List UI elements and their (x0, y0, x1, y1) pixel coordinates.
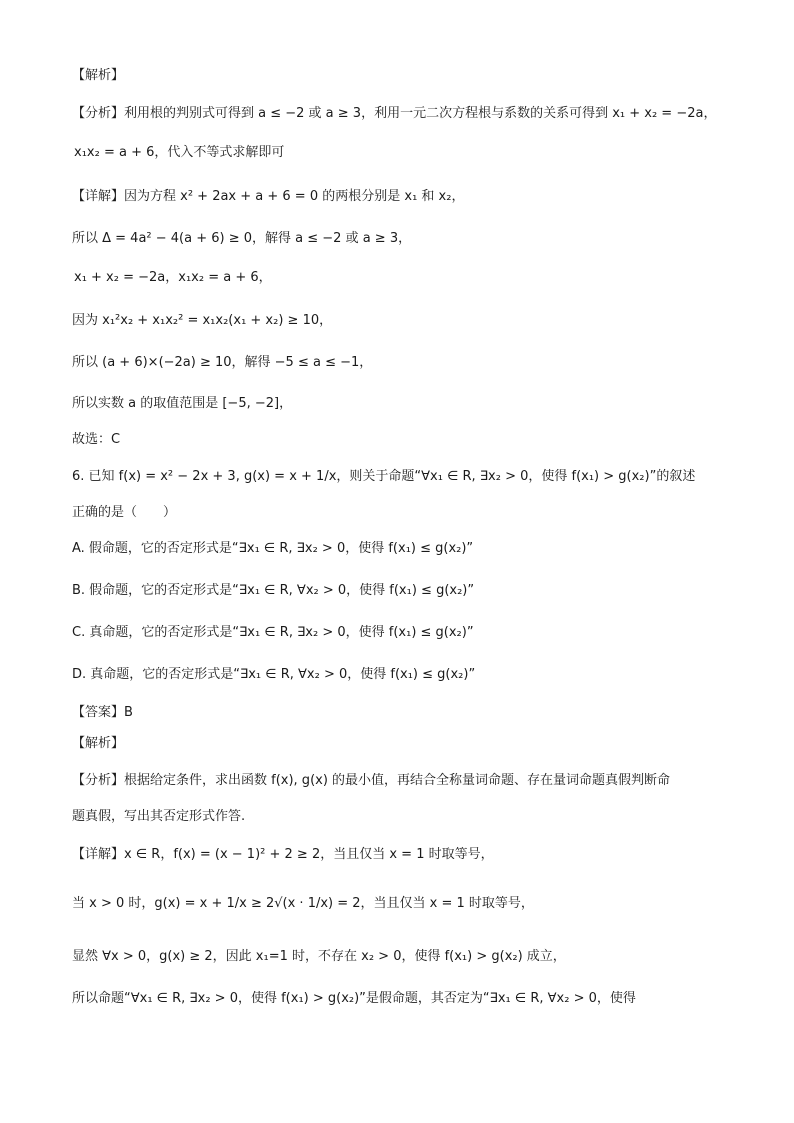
option-d: D. 真命题，它的否定形式是“∃x₁ ∈ R, ∀x₂ > 0，使得 f(x₁) ≤ g(x₂)” (72, 667, 476, 682)
detail-line-1: 【详解】因为方程 x² + 2ax + a + 6 = 0 的两根分别是 x₁ 和 x₂， (72, 189, 465, 204)
section-heading-analysis-2: 【解析】 (72, 736, 125, 751)
section-heading-analysis: 【解析】 (72, 68, 125, 83)
answer-choice-line: 故选：C (72, 432, 121, 447)
option-b: B. 假命题，它的否定形式是“∃x₁ ∈ R, ∀x₂ > 0，使得 f(x₁) ≤ g(x₂)” (72, 583, 475, 598)
detail-line-2: 所以 Δ = 4a² − 4(a + 6) ≥ 0，解得 a ≤ −2 或 a ≥ 3， (72, 231, 412, 246)
analysis2-line-1: 【分析】根据给定条件，求出函数 f(x), g(x) 的最小值，再结合全称量词命题、存在量词命题真假判断命 (72, 773, 671, 788)
detail2-line-4: 所以命题“∀x₁ ∈ R, ∃x₂ > 0，使得 f(x₁) > g(x₂)”是假命题，其否定为“∃x₁ ∈ R, ∀x₂ > 0，使得 (72, 991, 636, 1006)
answer-heading: 【答案】B (72, 705, 133, 720)
analysis2-line-2: 题真假，写出其否定形式作答. (72, 809, 246, 824)
question-6-stem-cont: 正确的是（ ） (72, 505, 177, 520)
question-6-stem: 6. 已知 f(x) = x² − 2x + 3, g(x) = x + 1/x，则关于命题“∀x₁ ∈ R, ∃x₂ > 0，使得 f(x₁) > g(x₂)”的叙述 (72, 469, 696, 484)
detail-line-5: 所以 (a + 6)×(−2a) ≥ 10，解得 −5 ≤ a ≤ −1， (72, 355, 373, 370)
detail-line-6: 所以实数 a 的取值范围是 [−5, −2]， (72, 396, 293, 411)
detail2-line-2: 当 x > 0 时，g(x) = x + 1/x ≥ 2√(x · 1/x) = 2，当且仅当 x = 1 时取等号， (72, 896, 534, 911)
option-c: C. 真命题，它的否定形式是“∃x₁ ∈ R, ∃x₂ > 0，使得 f(x₁) ≤ g(x₂)” (72, 625, 474, 640)
detail-line-4: 因为 x₁²x₂ + x₁x₂² = x₁x₂(x₁ + x₂) ≥ 10， (72, 313, 333, 328)
option-a: A. 假命题，它的否定形式是“∃x₁ ∈ R, ∃x₂ > 0，使得 f(x₁) ≤ g(x₂)” (72, 541, 474, 556)
analysis-line-1: 【分析】利用根的判别式可得到 a ≤ −2 或 a ≥ 3，利用一元二次方程根与系数的关系可得到 x₁ + x₂ = −2a， (72, 106, 717, 121)
detail2-line-3: 显然 ∀x > 0，g(x) ≥ 2，因此 x₁=1 时，不存在 x₂ > 0，使得 f(x₁) > g(x₂) 成立， (72, 949, 566, 964)
detail2-line-1: 【详解】x ∈ R，f(x) = (x − 1)² + 2 ≥ 2，当且仅当 x = 1 时取等号， (72, 847, 494, 862)
detail-line-3: x₁ + x₂ = −2a，x₁x₂ = a + 6， (74, 270, 272, 285)
analysis-line-2: x₁x₂ = a + 6，代入不等式求解即可 (74, 145, 285, 160)
